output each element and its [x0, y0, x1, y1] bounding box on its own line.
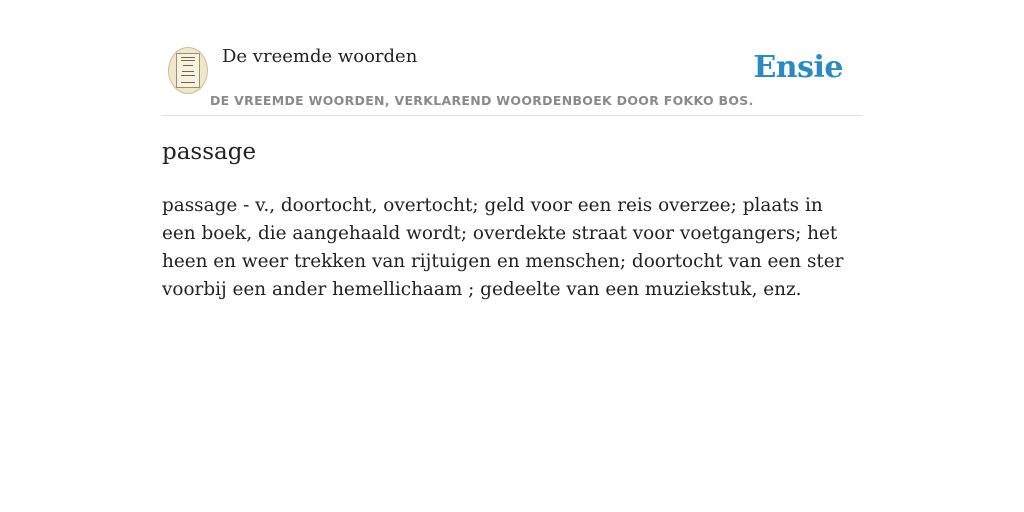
header [162, 0, 862, 116]
book-cover-icon[interactable] [168, 47, 208, 94]
entry-definition: passage - v., doortocht, overtocht; geld voor een reis overzee; plaats in een boek, die aangehaald wordt; overdekte straat voor voetgangers; het heen en weer trekken van rijtuigen en menschen; doortocht van een ster voorbij een ander hemellichaam ; gedeelte van een muziekstuk, enz. [162, 195, 844, 300]
brand-logo[interactable]: Ensie [753, 50, 843, 85]
entry-title: passage [162, 139, 257, 165]
page [162, 0, 862, 300]
source-subtitle: DE VREEMDE WOORDEN, VERKLAREND WOORDENBOEK DOOR FOKKO BOS. [210, 93, 754, 108]
source-title[interactable]: De vreemde woorden [222, 46, 418, 67]
